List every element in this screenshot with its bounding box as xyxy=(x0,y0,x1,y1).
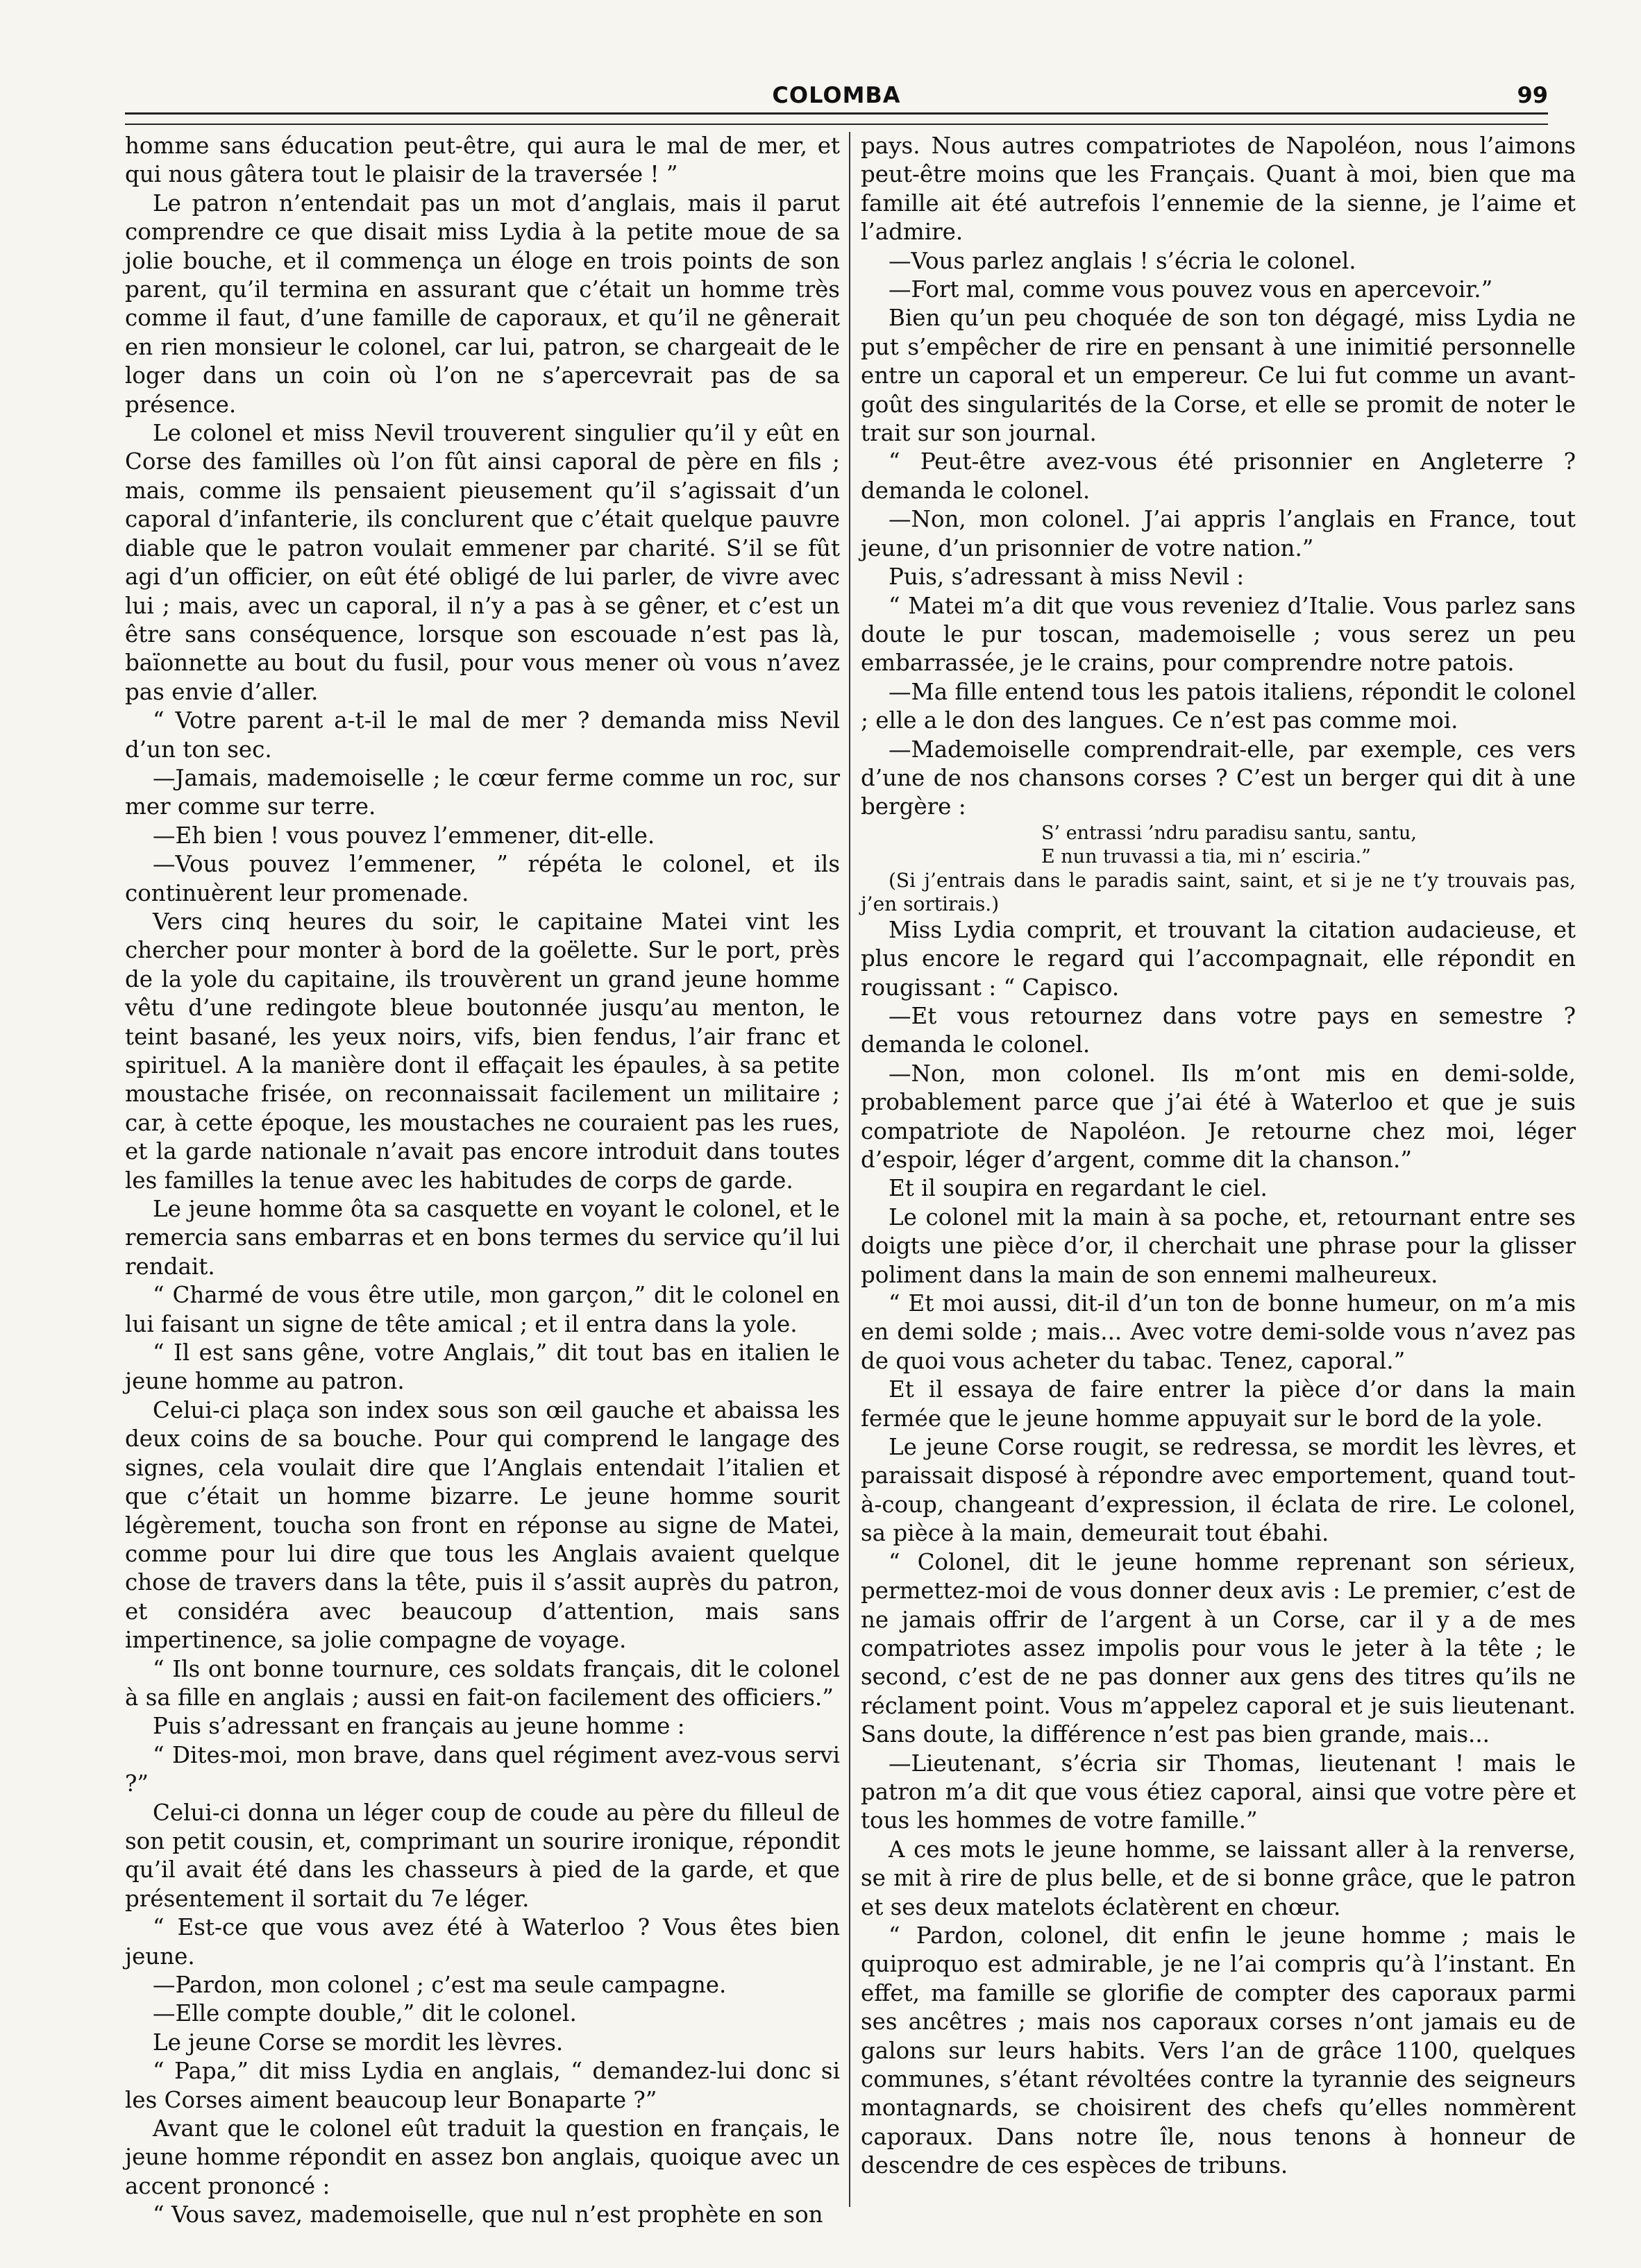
paragraph: “ Charmé de vous être utile, mon garçon,” dit le colonel en lui faisant un signe de tête amical ; et il entra dans la yole. xyxy=(125,1282,840,1337)
paragraph: Celui-ci donna un léger coup de coude au père du filleul de son petit cousin, et, comprimant un sourire ironique, répondit qu’il avait été dans les chasseurs à pied de la garde, et que présentement il sortait du 7e léger. xyxy=(125,1799,840,1912)
paragraph: Celui-ci plaça son index sous son œil gauche et abaissa les deux coins de sa bouche. Pour qui comprend le langage des signes, cela voulait dire que l’Anglais entendait l’italien et que c’était un homme bizarre. Le jeune homme sourit légèrement, toucha son front en réponse au signe de Matei, comme pour lui dire que tous les Anglais avaient quelque chose de travers dans la tête, puis il s’assit auprès du patron, et considéra avec beaucoup d’attention, mais sans impertinence, sa jolie compagne de voyage. xyxy=(125,1396,840,1654)
paragraph: “ Votre parent a-t-il le mal de mer ? demanda miss Nevil d’un ton sec. xyxy=(125,707,840,763)
verse-line: E nun truvassi a tia, mi n’ esciria.” xyxy=(1041,845,1371,868)
paragraph: “ Colonel, dit le jeune homme reprenant son sérieux, permettez-moi de vous donner deux avis : Le premier, c’est de ne jamais offrir de l’argent à un Corse, car il y a de mes compatriotes assez impolis pour vous le jeter à la tête ; le second, c’est de ne pas donner aux gens des titres qu’ils ne réclament point. Vous m’appelez caporal et je suis lieutenant. Sans doute, la différence n’est pas bien grande, mais... xyxy=(861,1548,1576,1748)
verse-line: S’ entrassi ’ndru paradisu santu, santu, xyxy=(1041,822,1417,844)
running-title: COLOMBA xyxy=(772,82,901,108)
paragraph: Bien qu’un peu choquée de son ton dégagé, miss Lydia ne put s’empêcher de rire en pensant à une inimitié personnelle entre un caporal et un empereur. Ce lui fut comme un avant-goût des singularités de la Corse, et elle se promit de noter le trait sur son journal. xyxy=(861,305,1576,447)
verse-translation-note: (Si j’entrais dans le paradis saint, saint, et si je ne t’y trouvais pas, j’en sortirais.) xyxy=(861,868,1576,915)
paragraph: “ Et moi aussi, dit-il d’un ton de bonne humeur, on m’a mis en demi solde ; mais... Avec votre demi-solde vous n’avez pas de quoi vous acheter du tabac. Tenez, caporal.” xyxy=(861,1290,1576,1374)
paragraph: Le jeune homme ôta sa casquette en voyant le colonel, et le remercia sans embarras et en bons termes du service qu’il lui rendait. xyxy=(125,1196,840,1280)
header-rule-thin xyxy=(125,124,1548,125)
paragraph: Le patron n’entendait pas un mot d’anglais, mais il parut comprendre ce que disait miss Lydia à la petite moue de sa jolie bouche, et il commença un éloge en trois points de son parent, qu’il termina en assurant que c’était un homme très comme il faut, d’une famille de caporaux, et qu’il ne gênerait en rien monsieur le colonel, car lui, patron, se chargeait de le loger dans un coin où l’on ne s’apercevrait pas de sa présence. xyxy=(125,189,840,418)
paragraph: “ Papa,” dit miss Lydia en anglais, “ demandez-lui donc si les Corses aiment beaucoup leur Bonaparte ?” xyxy=(125,2058,840,2113)
paragraph: —Pardon, mon colonel ; c’est ma seule campagne. xyxy=(153,1972,727,1998)
paragraph: —Lieutenant, s’écria sir Thomas, lieutenant ! mais le patron m’a dit que vous étiez caporal, ainsi que votre père et tous les hommes de votre famille.” xyxy=(861,1750,1576,1834)
paragraph: Avant que le colonel eût traduit la question en français, le jeune homme répondit en assez bon anglais, quoique avec un accent prononcé : xyxy=(125,2115,840,2199)
paragraph: “ Il est sans gêne, votre Anglais,” dit tout bas en italien le jeune homme au patron. xyxy=(125,1339,840,1395)
header-rule xyxy=(125,112,1548,115)
page-number: 99 xyxy=(1517,82,1548,108)
paragraph: pays. Nous autres compatriotes de Napoléon, nous l’aimons peut-être moins que les Français. Quant à moi, bien que ma famille ait été autrefois l’ennemie de la sienne, je l’aime et l’admire. xyxy=(861,133,1576,246)
paragraph: homme sans éducation peut-être, qui aura le mal de mer, et qui nous gâtera tout le plaisir de la traversée ! ” xyxy=(125,133,840,188)
paragraph: A ces mots le jeune homme, se laissant aller à la renverse, se mit à rire de plus belle, et de si bonne grâce, que le patron et ses deux matelots éclatèrent en chœur. xyxy=(861,1836,1576,1920)
paragraph: Le colonel mit la main à sa poche, et, retournant entre ses doigts une pièce d’or, il cherchait une phrase pour la glisser poliment dans la main de son ennemi malheureux. xyxy=(861,1203,1576,1288)
paragraph: —Vous parlez anglais ! s’écria le colonel. xyxy=(889,247,1356,274)
column-divider xyxy=(849,132,850,2207)
right-column-lower xyxy=(861,916,1576,2181)
paragraph: —Elle compte double,” dit le colonel. xyxy=(153,2000,577,2027)
paragraph: —Mademoiselle comprendrait-elle, par exemple, ces vers d’une de nos chansons corses ? C’est un berger qui dit à une bergère : xyxy=(861,736,1576,820)
right-column xyxy=(861,132,1576,2181)
paragraph: Le jeune Corse se mordit les lèvres. xyxy=(153,2029,564,2056)
left-column xyxy=(125,132,840,2230)
paragraph: Le jeune Corse rougit, se redressa, se mordit les lèvres, et paraissait disposé à répondre avec emportement, quand tout-à-coup, changeant d’expression, il éclata de rire. Le colonel, sa pièce à la main, demeurait tout ébahi. xyxy=(861,1434,1576,1547)
paragraph: Le colonel et miss Nevil trouverent singulier qu’il y eût en Corse des familles où l’on fût ainsi caporal de père en fils ; mais, comme ils pensaient pieusement qu’il s’agissait d’un caporal d’infanterie, ils conclurent que c’était quelque pauvre diable que le patron voulait emmener par charité. S’il se fût agi d’un officier, on eût été obligé de lui parler, de vivre avec lui ; mais, avec un caporal, il n’y a pas à se gêner, et c’est un être sans conséquence, lorsque son escouade n’est pas là, baïonnette au bout du fusil, pour vous mener où vous n’avez pas envie d’aller. xyxy=(125,420,840,705)
paragraph: Puis s’adressant en français au jeune homme : xyxy=(153,1713,685,1740)
paragraph: Miss Lydia comprit, et trouvant la citation audacieuse, et plus encore le regard qui l’accompagnait, elle répondit en rougissant : “ Capisco. xyxy=(861,916,1576,1001)
paragraph: “ Peut-être avez-vous été prisonnier en Angleterre ? demanda le colonel. xyxy=(861,448,1576,504)
paragraph: —Fort mal, comme vous pouvez vous en apercevoir.” xyxy=(889,276,1493,303)
paragraph: —Et vous retournez dans votre pays en semestre ? demanda le colonel. xyxy=(861,1002,1576,1058)
paragraph: “ Vous savez, mademoiselle, que nul n’est prophète en son xyxy=(153,2201,823,2228)
paragraph: —Vous pouvez l’emmener, ” répéta le colonel, et ils continuèrent leur promenade. xyxy=(125,851,840,906)
running-header xyxy=(125,76,1548,118)
verse-block xyxy=(861,822,1576,869)
paragraph: “ Dites-moi, mon brave, dans quel régiment avez-vous servi ?” xyxy=(125,1741,840,1797)
paragraph: “ Pardon, colonel, dit enfin le jeune homme ; mais le quiproquo est admirable, je ne l’ai compris qu’à l’instant. En effet, ma famille se glorifie de compter des caporaux parmi ses ancêtres ; mais nos caporaux corses n’ont jamais eu de galons sur leurs habits. Vers l’an de grâce 1100, quelques communes, s’étant révoltées contre la tyrannie des seigneurs montagnards, se choisirent des chefs qu’elles nommèrent caporaux. Dans notre île, nous tenons à honneur de descendre de ces espèces de tribuns. xyxy=(861,1922,1576,2179)
paragraph: Vers cinq heures du soir, le capitaine Matei vint les chercher pour monter à bord de la goëlette. Sur le port, près de la yole du capitaine, ils trouvèrent un grand jeune homme vêtu d’une redingote bleue boutonnée jusqu’au menton, le teint basané, les yeux noirs, vifs, bien fendus, l’air franc et spirituel. A la manière dont il effaçait les épaules, à sa petite moustache frisée, on reconnaissait facilement un militaire ; car, à cette époque, les moustaches ne couraient pas les rues, et la garde nationale n’avait pas encore introduit dans toutes les familles la tenue avec les habitudes de corps de garde. xyxy=(125,908,840,1194)
paragraph: “ Matei m’a dit que vous reveniez d’Italie. Vous parlez sans doute le pur toscan, mademoiselle ; vous serez un peu embarrassée, je le crains, pour comprendre notre patois. xyxy=(861,592,1576,677)
paragraph: —Non, mon colonel. Ils m’ont mis en demi-solde, probablement parce que j’ai été à Waterloo et que je suis compatriote de Napoléon. Je retourne chez moi, léger d’espoir, léger d’argent, comme dit la chanson.” xyxy=(861,1060,1576,1173)
right-column-upper xyxy=(861,132,1576,822)
paragraph: Puis, s’adressant à miss Nevil : xyxy=(889,564,1245,591)
paragraph: —Eh bien ! vous pouvez l’emmener, dit-elle. xyxy=(153,822,655,849)
paragraph: “ Ils ont bonne tournure, ces soldats français, dit le colonel à sa fille en anglais ; aussi en fait-on facilement des officiers.” xyxy=(125,1655,840,1711)
paragraph: Et il soupira en regardant le ciel. xyxy=(889,1175,1268,1202)
paragraph: —Ma fille entend tous les patois italiens, répondit le colonel ; elle a le don des langues. Ce n’est pas comme moi. xyxy=(861,678,1576,734)
paragraph: —Jamais, mademoiselle ; le cœur ferme comme un roc, sur mer comme sur terre. xyxy=(125,764,840,820)
paragraph: “ Est-ce que vous avez été à Waterloo ? Vous êtes bien jeune. xyxy=(125,1914,840,1970)
paragraph: Et il essaya de faire entrer la pièce d’or dans la main fermée que le jeune homme appuyait sur le bord de la yole. xyxy=(861,1376,1576,1432)
paragraph: —Non, mon colonel. J’ai appris l’anglais en France, tout jeune, d’un prisonnier de votre nation.” xyxy=(861,506,1576,561)
